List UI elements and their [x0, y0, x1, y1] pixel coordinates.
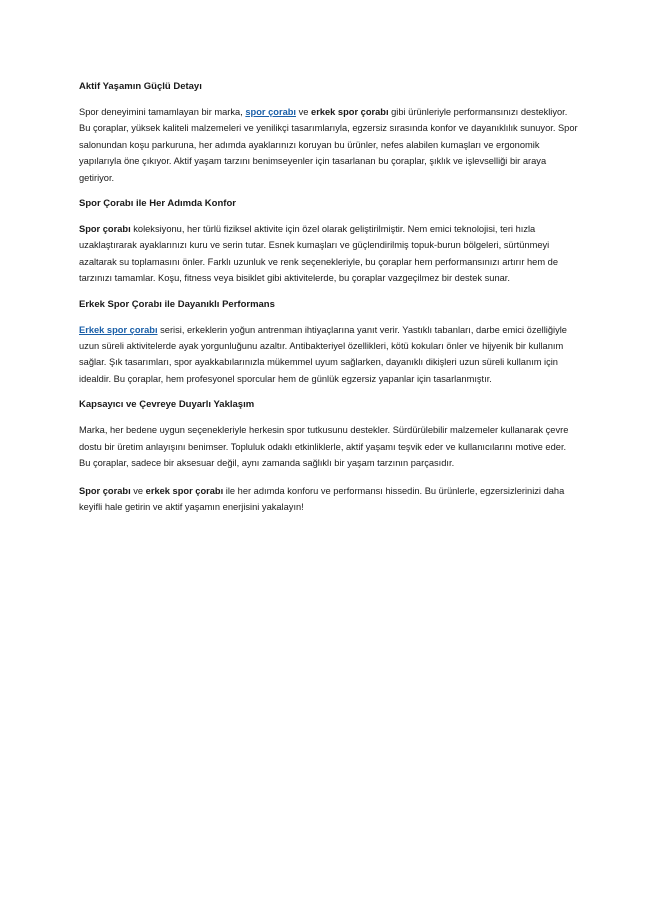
paragraph-text: serisi, erkeklerin yoğun antrenman ihtiyaçlarına yanıt verir. Yastıklı tabanları, darbe emici özelliğiyle uzun süreli aktivitelerde ayak yorgunluğunu azaltır. Antibakteriyel özellikleri, kötü kokuları önler ve hijyenik bir kullanım sağlar. Şık tasarımları, spor ayakkabılarınızla mükemmel uyum sağlarken, dayanıklı dikişleri uzun süreli kullanım için idealdir. Bu çoraplar, hem profesyonel sporcular hem de günlük egzersiz yapanlar için tasarlanmıştır. [79, 324, 567, 384]
paragraph-inclusive: Marka, her bedene uygun seçenekleriyle herkesin spor tutkusunu destekler. Sürdürülebilir malzemeler kullanarak çevre dostu bir üretim anlayışını benimser. Topluluk odaklı etkinliklerle, aktif yaşamı teşvik eder ve kullanıcılarını motive eder. Bu çoraplar, sadece bir aksesuar değil, aynı zamanda sağlıklı bir yaşam tarzının parçasıdır. [79, 425, 569, 469]
section-heading-active-life: Aktif Yaşamın Güçlü Detayı [79, 81, 202, 92]
bold-keyword: erkek spor çorabı [145, 485, 224, 496]
paragraph-text: koleksiyonu, her türlü fiziksel aktivite için özel olarak geliştirilmiştir. Nem emici teknolojisi, teri hızla uzaklaştırarak ayaklarınızı kuru ve serin tutar. Esnek kumaşları ve güçlendirilmiş topuk-burun bölgeleri, sürtünmeyi azaltarak su toplamasını önler. Farklı uzunluk ve renk seçenekleriyle, bu çoraplar hem performansınızı artırır hem de tarzınızı tamamlar. Koşu, fitness veya bisiklet gibi aktivitelerde, bu çoraplar vazgeçilmez bir destek sunar. [79, 224, 559, 284]
paragraph-text: Spor deneyimini tamamlayan bir marka, [79, 107, 246, 117]
paragraph-intro [79, 104, 579, 186]
link-spor-corabi[interactable]: spor çorabı [245, 107, 297, 117]
section-heading-inclusive: Kapsayıcı ve Çevreye Duyarlı Yaklaşım [79, 399, 255, 411]
paragraph-text: ve [296, 107, 312, 117]
document-body [79, 80, 579, 526]
paragraph-performance [79, 322, 579, 388]
section-heading-comfort: Spor Çorabı ile Her Adımda Konfor [79, 198, 236, 210]
paragraph-text: gibi ürünleriyle performansınızı destekliyor. Bu çoraplar, yüksek kaliteli malzemeleri ve yenilikçi tasarımlarıyla, egzersiz sırasında konfor ve dayanıklılık sunuyor. Spor salonundan koşu parkuruna, her adımda ayaklarınızı koruyan bu ürünler, nefes alabilen kumaşları ve ergonomik yapılarıyla öne çıkıyor. Aktif yaşam tarzını benimseyenler için tasarlanan bu çoraplar, şıklık ve işlevselliği bir araya getiriyor. [79, 107, 578, 183]
paragraph-text: ile her adımda konforu ve performansı hissedin. Bu ürünlerle, egzersizlerinizi daha keyifli hale getirin ve aktif yaşamın enerjisini yakalayın! [79, 485, 565, 512]
paragraph-text: ve [130, 485, 146, 496]
bold-keyword: Spor çorabı [79, 224, 131, 235]
paragraph-closing [79, 483, 579, 516]
bold-keyword: Spor çorabı [79, 485, 131, 496]
bold-keyword: erkek spor çorabı [311, 107, 389, 117]
paragraph-comfort [79, 221, 579, 287]
link-erkek-spor-corabi[interactable]: Erkek spor çorabı [79, 324, 158, 335]
section-heading-performance: Erkek Spor Çorabı ile Dayanıklı Performans [79, 298, 275, 310]
